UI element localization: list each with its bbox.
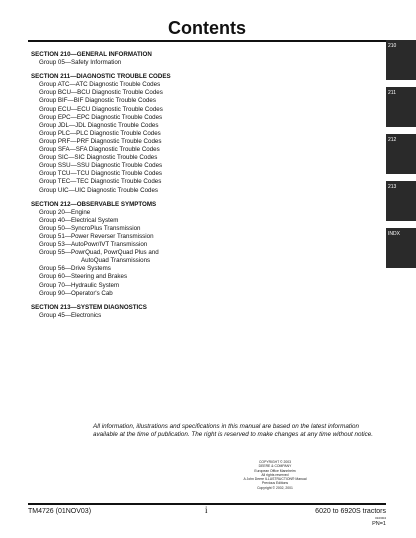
toc-item[interactable]: Group SFA—SFA Diagnostic Trouble Codes (39, 146, 160, 154)
tab-211[interactable] (386, 87, 416, 127)
disclaimer-text: All information, illustrations and specifications in this manual are based on the latest information available at the time of publication. The right is reserved to make changes at any time without notice. (93, 423, 374, 439)
copyright-line: DEERE & COMPANY (258, 464, 292, 469)
copyright-line: European Office Mannheim (254, 468, 296, 473)
page-number: i (205, 505, 208, 515)
toc-item[interactable]: Group 45—Electronics (39, 311, 102, 319)
toc-item[interactable]: Group UIC—UIC Diagnostic Trouble Codes (39, 186, 158, 194)
copyright-line: All rights reserved (261, 472, 289, 477)
toc-item[interactable]: Group BIF—BIF Diagnostic Trouble Codes (39, 97, 156, 105)
section-heading-211[interactable]: SECTION 211—DIAGNOSTIC TROUBLE CODES (31, 73, 171, 81)
toc-item[interactable]: Group PLC—PLC Diagnostic Trouble Codes (39, 129, 161, 137)
tab-label: 211 (388, 90, 396, 96)
copyright-line: A John Deere ILLUSTRUCTION® Manual (243, 477, 307, 482)
model-range: 6020 to 6920S tractors (315, 508, 386, 515)
toc-item[interactable]: Group 56—Drive Systems (39, 265, 111, 273)
toc-item-continuation[interactable]: AutoQuad Transmissions (81, 257, 151, 265)
tab-label: 210 (388, 43, 397, 49)
toc-item[interactable]: Group BCU—BCU Diagnostic Trouble Codes (39, 89, 163, 97)
copyright-line: Copyright © 2002, 2001 (257, 485, 293, 490)
toc-item[interactable]: Group 60—Steering and Brakes (39, 273, 128, 281)
top-rule (28, 40, 386, 42)
toc-item[interactable]: Group 90—Operator's Cab (39, 289, 113, 297)
toc-item[interactable]: Group 53—AutoPowr/IVT Transmission (39, 241, 148, 249)
toc-item[interactable]: Group SIC—SIC Diagnostic Trouble Codes (39, 154, 158, 162)
footer-code: 010/004 (375, 516, 386, 520)
doc-id: TM4726 (01NOV03) (28, 508, 92, 515)
toc-item[interactable]: Group TCU—TCU Diagnostic Trouble Codes (39, 170, 162, 178)
toc-item[interactable]: Group 20—Engine (39, 208, 91, 216)
toc-item[interactable]: Group 70—Hydraulic System (39, 281, 120, 289)
toc-item[interactable]: Group ATC—ATC Diagnostic Trouble Codes (39, 81, 161, 89)
copyright-block (230, 460, 320, 490)
toc-item[interactable]: Group JDL—JDL Diagnostic Trouble Codes (39, 121, 159, 129)
section-heading-210[interactable]: SECTION 210—GENERAL INFORMATION (31, 51, 152, 58)
page-ref: PN=1 (372, 521, 386, 527)
toc-item[interactable]: Group SSU—SSU Diagnostic Trouble Codes (39, 162, 163, 170)
copyright-line: COPYRIGHT © 2003 (258, 460, 292, 464)
toc-item[interactable]: Group PRF—PRF Diagnostic Trouble Codes (39, 137, 162, 145)
page-title: Contents (168, 18, 246, 38)
tab-index[interactable] (386, 228, 416, 268)
toc-item[interactable]: Group 55—PowrQuad, PowrQuad Plus and (39, 249, 159, 257)
tab-label: INDX (388, 231, 400, 237)
table-of-contents (31, 51, 361, 320)
toc-item[interactable]: Group 50—SyncroPlus Transmission (39, 224, 141, 232)
toc-item[interactable]: Group ECU—ECU Diagnostic Trouble Codes (39, 105, 163, 113)
tab-212[interactable] (386, 134, 416, 174)
copyright-line: Previous Editions (261, 481, 289, 486)
toc-item[interactable]: Group 05—Safety Information (39, 59, 122, 67)
toc-item[interactable]: Group 40—Electrical System (39, 216, 119, 224)
toc-item[interactable]: Group 51—Power Reverser Transmission (39, 232, 154, 240)
toc-item[interactable]: Group TEC—TEC Diagnostic Trouble Codes (39, 178, 162, 186)
section-heading-213[interactable]: SECTION 213—SYSTEM DIAGNOSTICS (31, 303, 147, 311)
tab-213[interactable] (386, 181, 416, 221)
tab-label: 213 (388, 184, 397, 190)
section-heading-212[interactable]: SECTION 212—OBSERVABLE SYMPTOMS (31, 200, 157, 208)
toc-item[interactable]: Group EPC—EPC Diagnostic Trouble Codes (39, 113, 163, 121)
tab-label: 212 (388, 137, 397, 143)
tab-210[interactable] (386, 40, 416, 80)
